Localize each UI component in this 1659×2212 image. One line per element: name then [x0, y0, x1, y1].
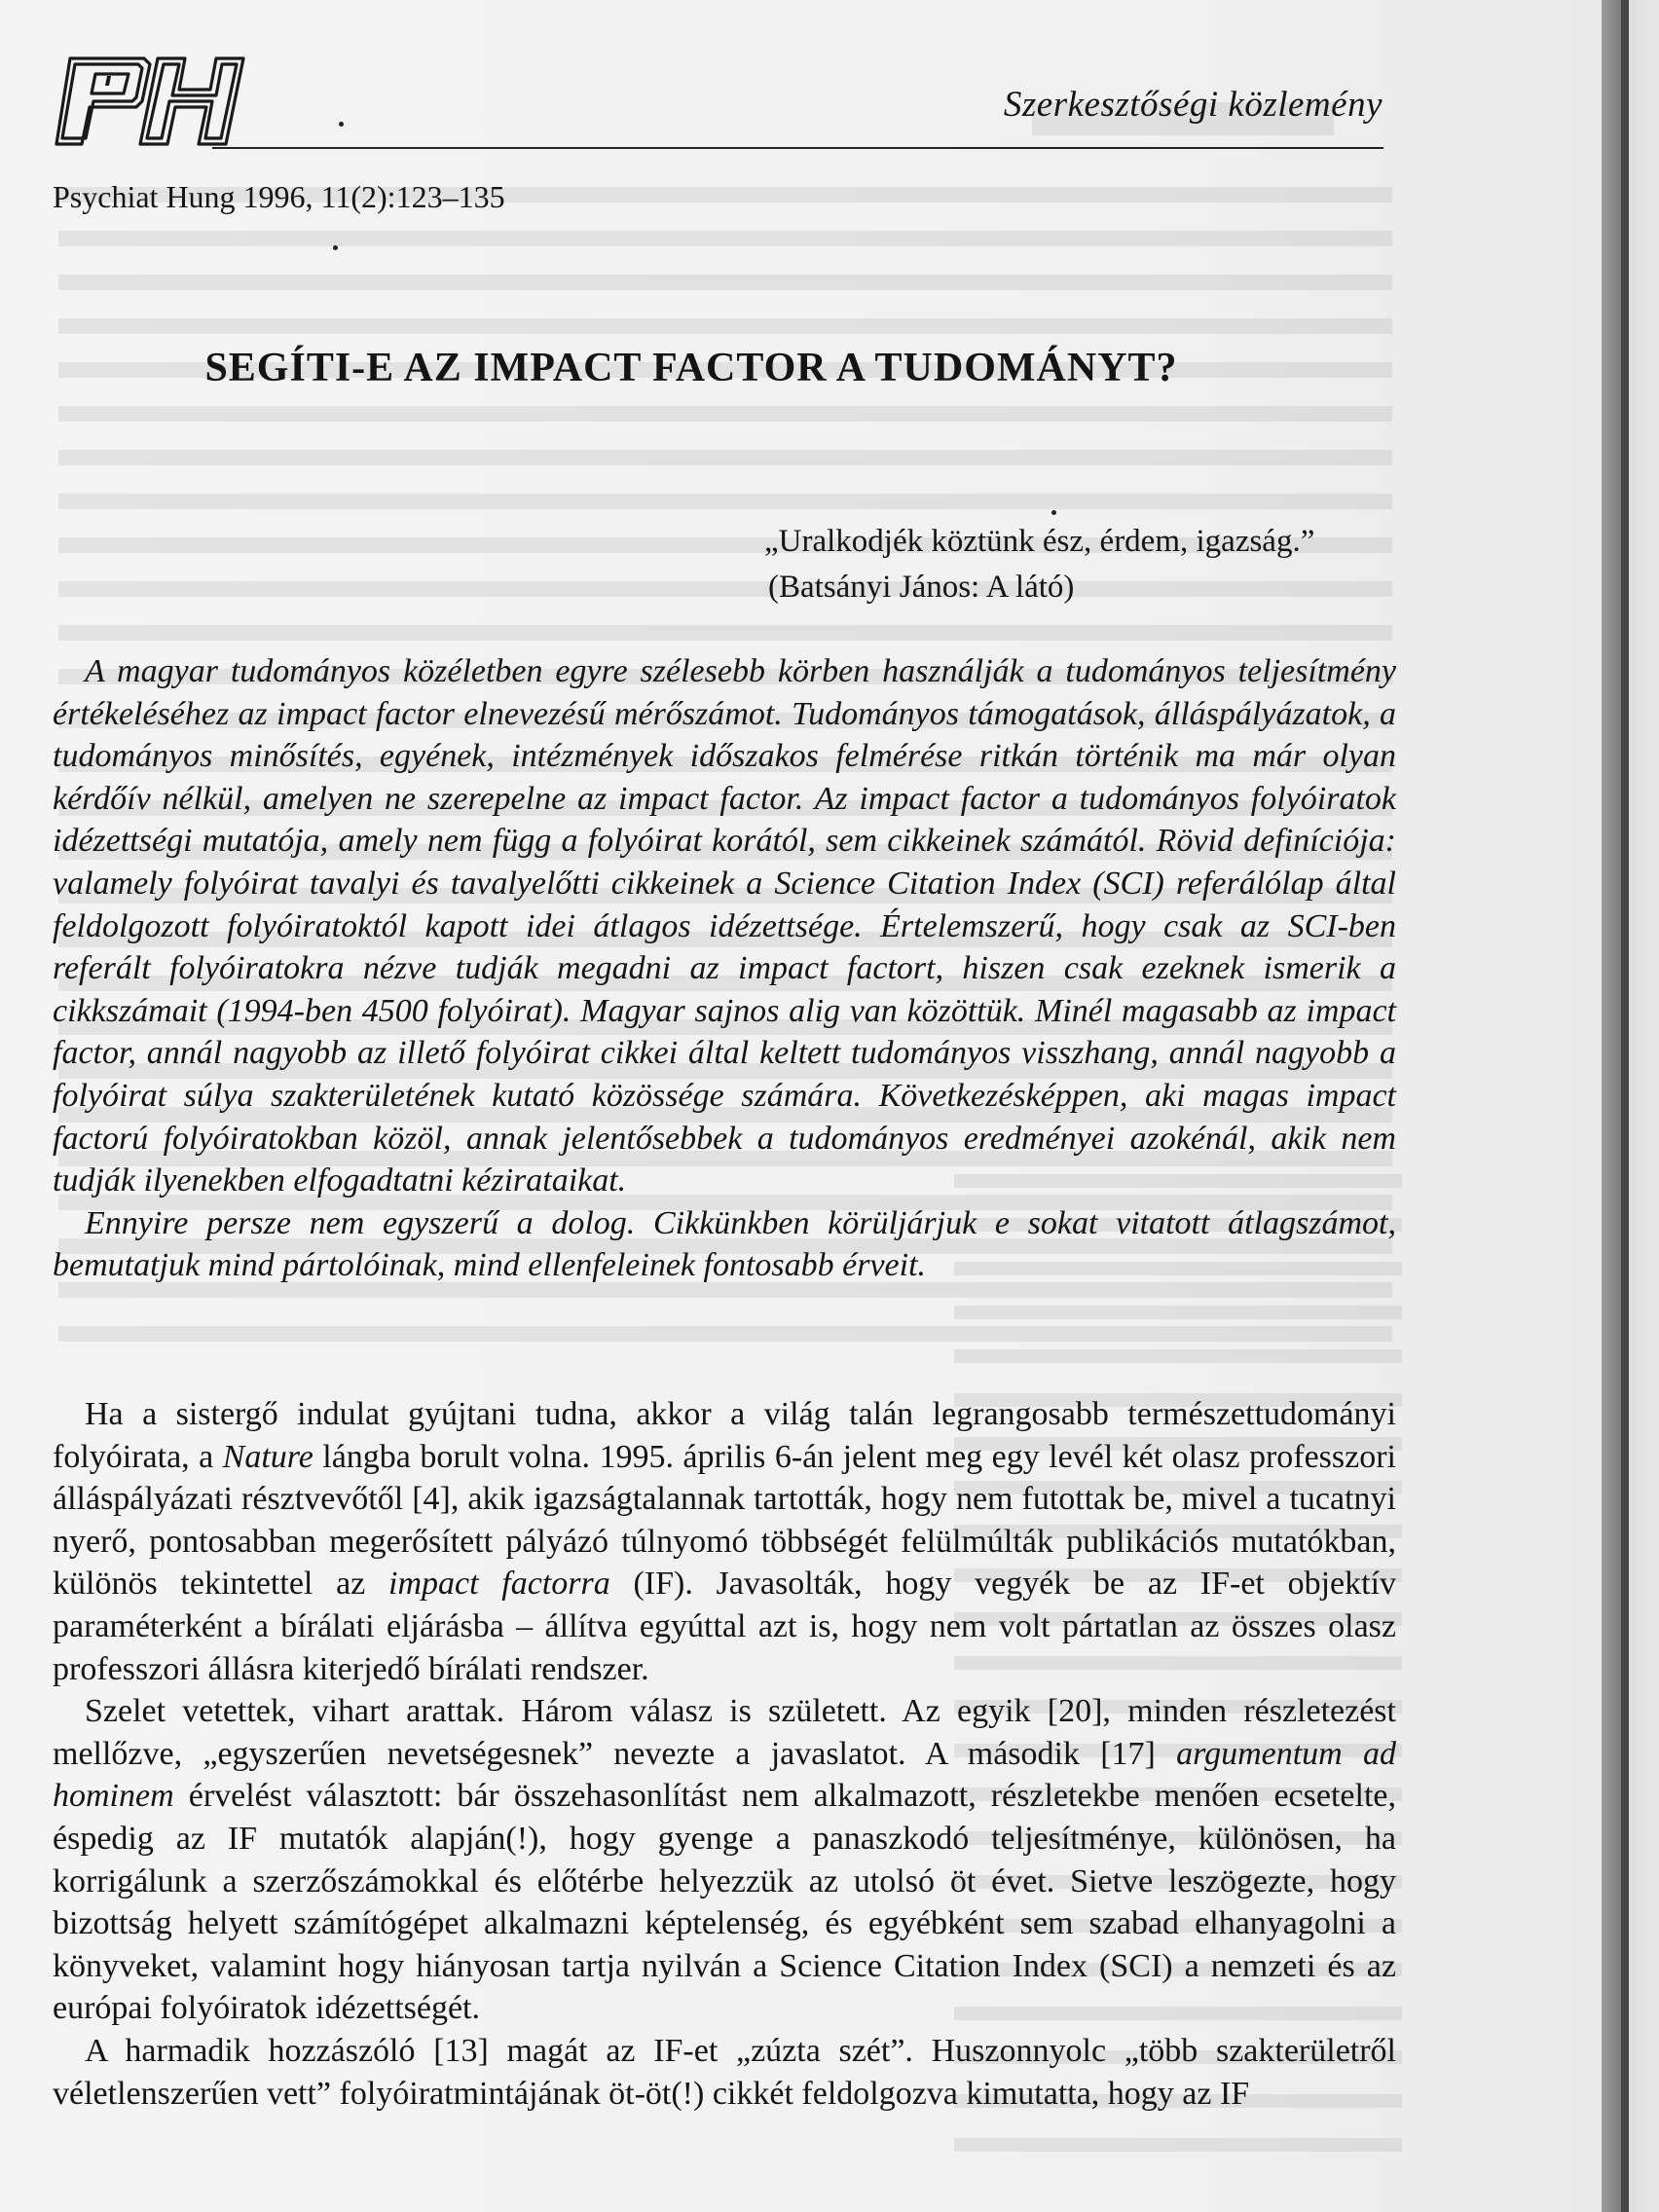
text-run: Szelet vetettek, vihart arattak. Három válasz is született. Az egyik [20], minden részletezést mellőzve, „egyszerűen nevetségesnek” nevezte a javaslatot. A második [17] [53, 1693, 1396, 1772]
epigraph-source: (Batsányi János: A látó) [768, 570, 1075, 605]
epigraph [764, 519, 1314, 610]
print-speck [339, 122, 344, 127]
section-label: Szerkesztőségi közlemény [1003, 85, 1382, 125]
print-speck [1051, 510, 1056, 515]
term-impact-factor: impact factorra [388, 1566, 610, 1603]
text-run: Ha a sistergő indulat gyújtani tudna, akkor a világ talán legrangosabb természettudományi folyóirata, a [53, 1396, 1396, 1475]
text-run: lángba borult volna. 1995. április 6-án jelent meg egy levél két olasz professzori álláspályázati résztvevőtől [4], akik igazságtalannak tartották, hogy nem futottak be, mivel a tucatnyi nyerő, pontosabban megerősített pályázó túlnyomó többségét felülmúlták publikációs mutatókban, különös tekintettel az [53, 1438, 1396, 1603]
abstract-paragraph: Ennyire persze nem egyszerű a dolog. Cikkünkben körüljárjuk e sokat vitatott átlagszámot, bemutatjuk mind pártolóinak, mind ellenfeleinek fontosabb érveit. [53, 1204, 1396, 1284]
ph-journal-logo [49, 51, 253, 150]
abstract [53, 650, 1396, 1287]
header-rule [212, 147, 1383, 149]
scanner-edge [1602, 0, 1659, 2212]
article-title: SEGÍTI-E AZ IMPACT FACTOR A TUDOMÁNYT? [204, 346, 1178, 390]
body-paragraph-3: A harmadik hozzászóló [13] magát az IF-et „zúzta szét”. Huszonnyolc „több szakterületről véletlenszerűen vett” folyóiratmintájának öt-öt(!) cikkét feldolgozva kimutatta, hogy az IF [53, 2032, 1396, 2112]
journal-name-nature: Nature [222, 1438, 313, 1475]
article-body [53, 1393, 1396, 2115]
abstract-paragraph: A magyar tudományos közéletben egyre szélesebb körben használják a tudományos teljesítmény értékeléséhez az impact factor elnevezésű mérőszámot. Tudományos támogatások, álláspályázatok, a tudományos minősítés, egyének, intézmények időszakos felmérése ritkán történik ma már olyan kérdőív nélkül, amelyen ne szerepelne az impact factor. Az impact factor a tudományos folyóiratok idézettségi mutatója, amely nem függ a folyóirat korától, sem cikkeinek számától. Rövid definíciója: valamely folyóirat tavalyi és tavalyelőtti cikkeinek a Science Citation Index (SCI) referálólap által feldolgozott folyóiratoktól kapott idei átlagos idézettsége. Értelemszerű, hogy csak az SCI-ben referált folyóiratokra nézve tudják megadni az impact factort, hiszen csak ezeknek ismerik a cikkszámait (1994-ben 4500 folyóirat). Magyar sajnos alig van közöttük. Minél magasabb az impact factor, annál nagyobb az illető folyóirat cikkei által keltett tudományos visszhang, annál nagyobb a folyóirat súlya szakterületének kutató közössége számára. Következésképpen, aki magas impact factorú folyóiratokban közöl, annak jelentősebbek a tudományos eredményei azokénál, akik nem tudják ilyenekben elfogadtatni kézirataikat. [53, 653, 1396, 1199]
epigraph-quote: „Uralkodjék köztünk ész, érdem, igazság.” [764, 524, 1315, 559]
scanner-edge-bar [1621, 0, 1629, 2212]
latin-term: argumentum ad hominem [53, 1735, 1396, 1815]
print-speck [333, 245, 338, 250]
journal-citation: Psychiat Hung 1996, 11(2):123–135 [53, 179, 505, 214]
text-run: érvelést választott: bár összehasonlítást nem alkalmazott, részletekbe menően ecsetelte, éspedig az IF mutatók alapján(!), hogy gyenge a panaszkodó teljesítménye, különösen, ha korrigálunk a szerzőszámokkal és előtérbe helyezzük az utolsó öt évet. Sietve leszögezte, hogy bizottság helyett számítógépet alkalmazni képtelenség, és egyébként sem szabad elhanyagolni a könyveket, valamint hogy hiányosan tartja nyilván a Science Citation Index (SCI) a nemzeti és az európai folyóiratok idézettségét. [53, 1778, 1396, 2027]
body-paragraph-1 [53, 1393, 1396, 1690]
body-paragraph-2 [53, 1690, 1396, 2030]
text-run: (IF). Javasolták, hogy vegyék be az IF-et objektív paraméterként a bírálati eljárásba – állítva egyúttal azt is, hogy nem volt pártatlan az összes olasz professzori állásra kiterjedő bírálati rendszer. [53, 1566, 1397, 1687]
